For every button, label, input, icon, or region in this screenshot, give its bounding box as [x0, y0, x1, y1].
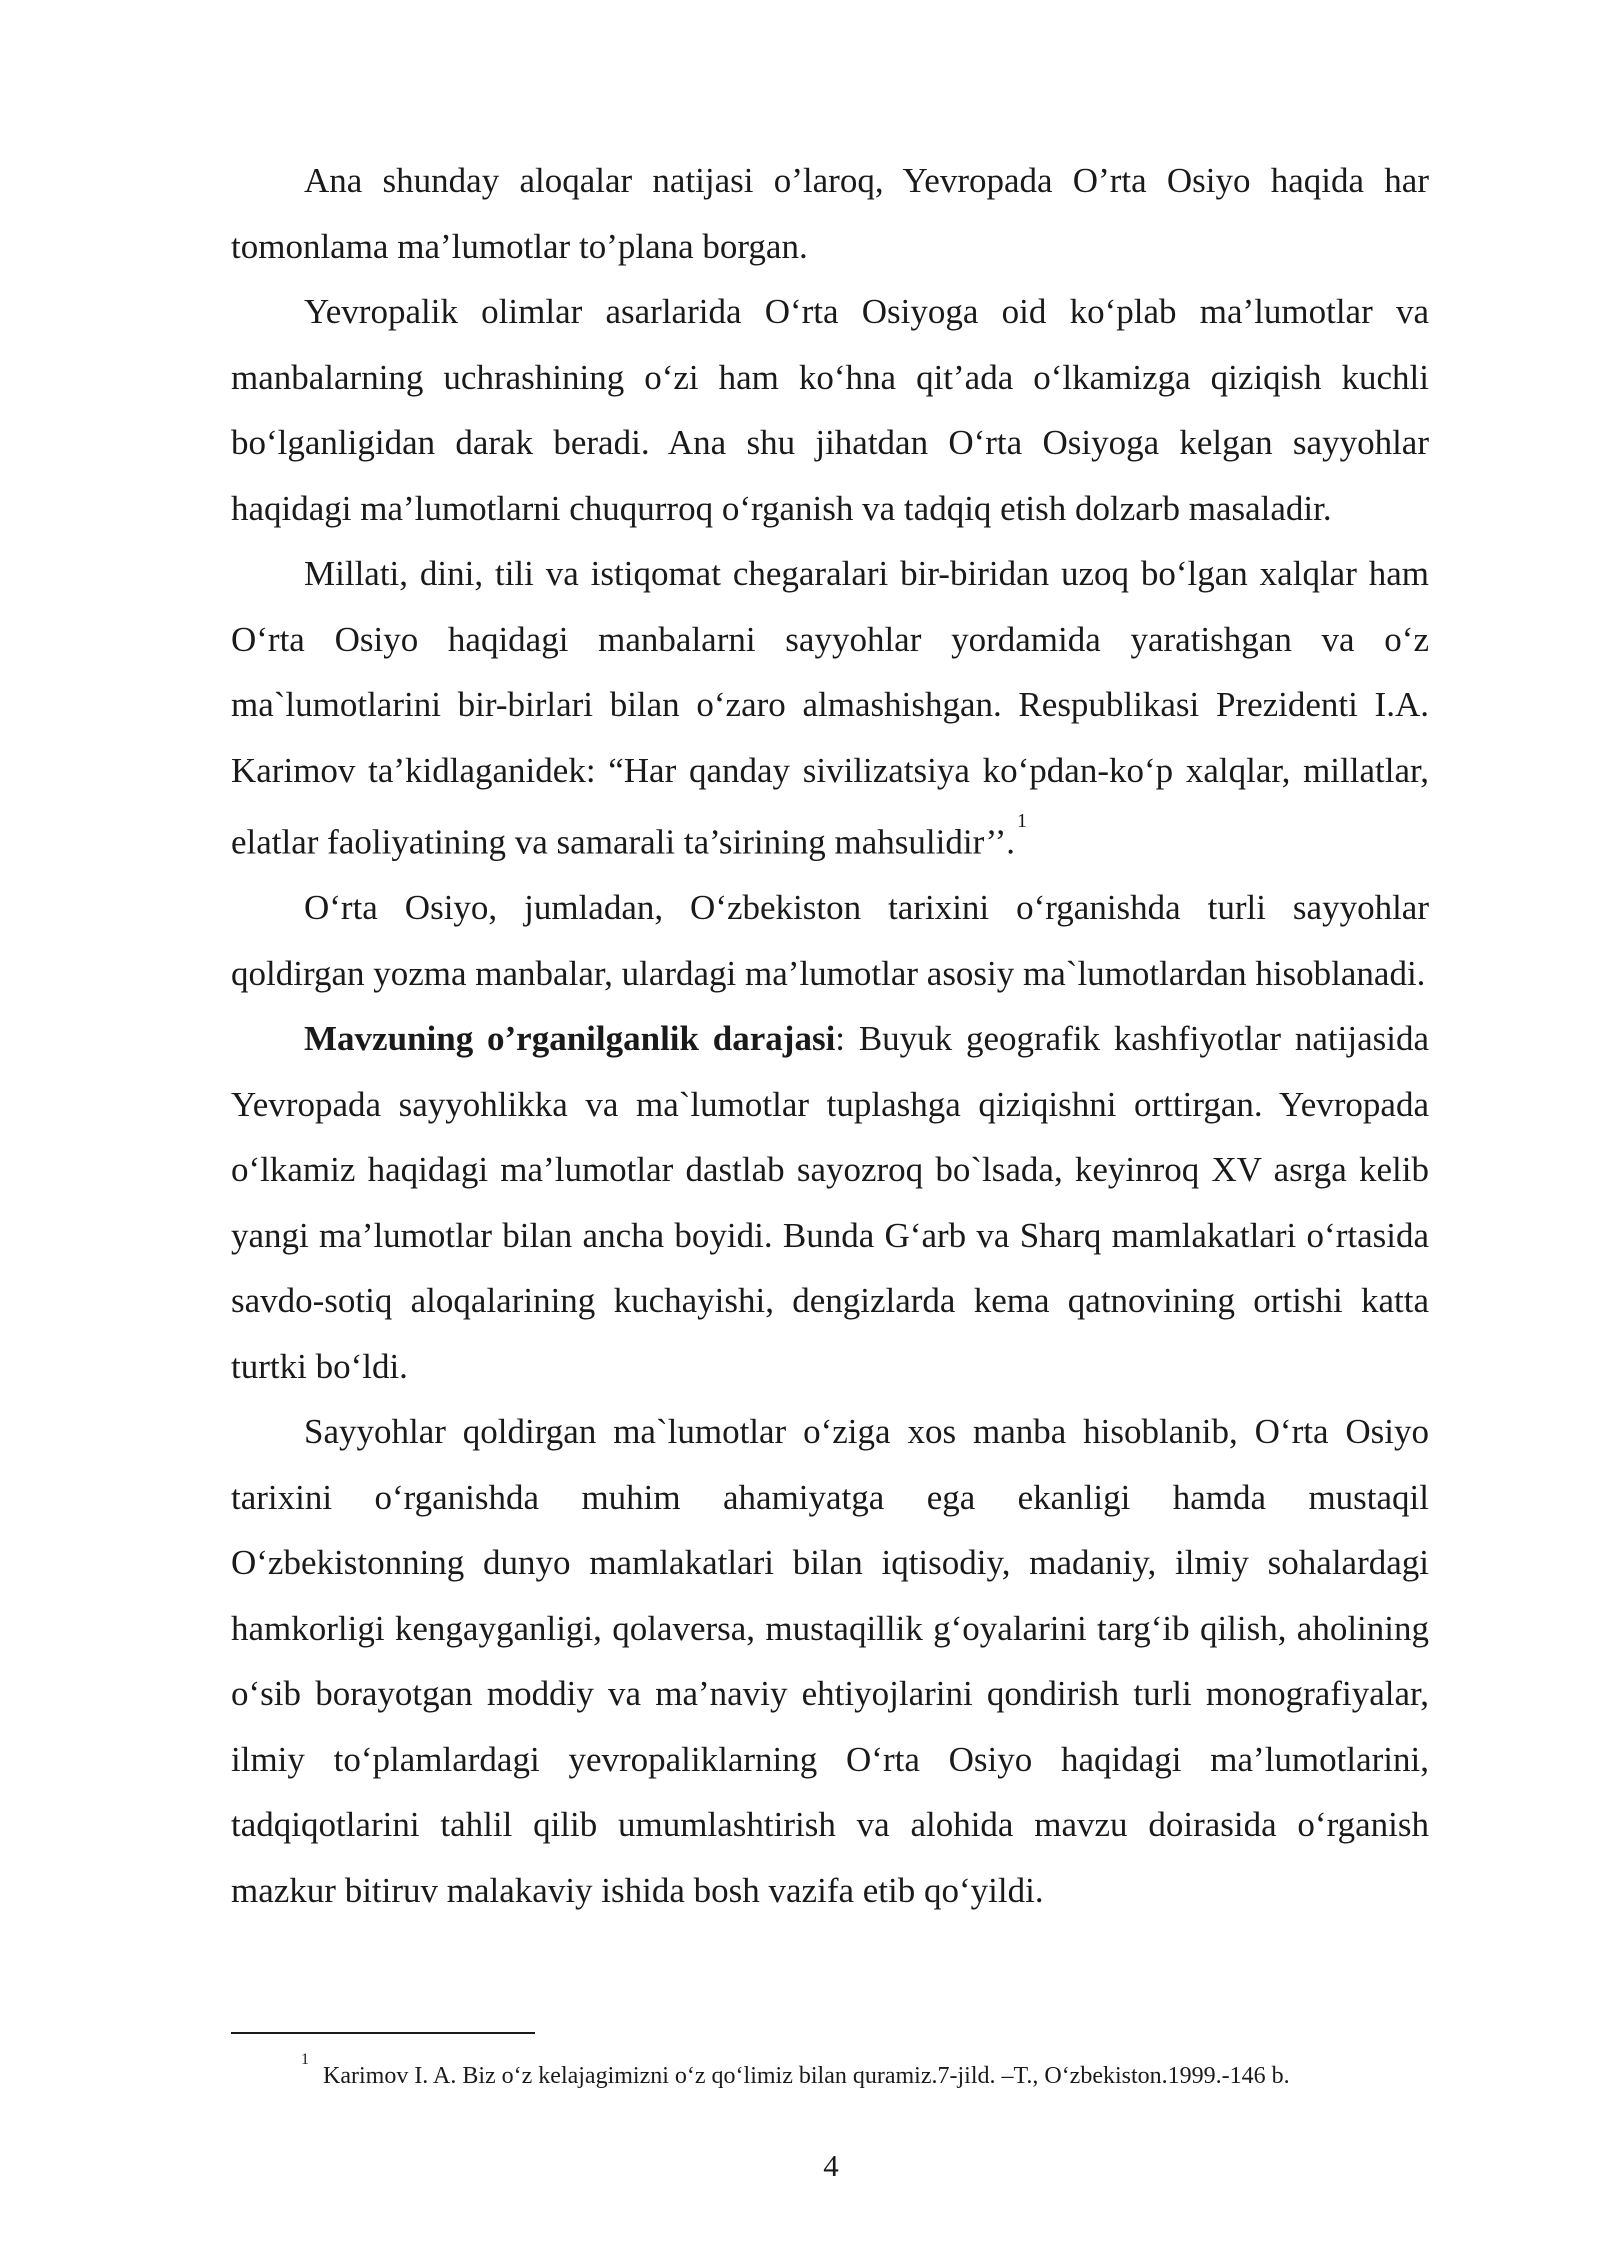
footnote-entry: [231, 2046, 1329, 2100]
paragraph-text: Ana shunday aloqalar natijasi o’laroq, Yevropada O’rta Osiyo haqida har tomonlama ma’lumotlar to’plana borgan.: [231, 161, 1429, 266]
paragraph-text: Yevropalik olimlar asarlarida O‘rta Osiyoga oid ko‘plab ma’lumotlar va manbalarning uchrashining o‘zi ham ko‘hna qit’ada o‘lkamizga qiziqish kuchli bo‘lganligidan darak beradi. Ana shu jihatdan O‘rta Osiyoga kelgan sayyohlar haqidagi ma’lumotlarni chuqurroq o‘rganish va tadqiq etish dolzarb masaladir.: [231, 292, 1429, 528]
body-text: [231, 148, 1429, 1923]
page-number: 4: [823, 2148, 839, 2183]
paragraph-text: : Buyuk geografik kashfiyotlar natijasida Yevropada sayyohlikka va ma`lumotlar tuplashga qiziqishni orttirgan. Yevropada o‘lkamiz haqidagi ma’lumotlar dastlab sayozroq bo`lsada, keyinroq XV asrga kelib yangi ma’lumotlar bilan ancha boyidi. Bunda G‘arb va Sharq mamlakatlari o‘rtasida savdo-sotiq aloqalarining kuchayishi, dengizlarda kema qatnovining ortishi katta turtki bo‘ldi.: [231, 1019, 1430, 1386]
footnote: [231, 2046, 1329, 2100]
paragraph-1: [231, 148, 1429, 279]
paragraph-text: O‘rta Osiyo, jumladan, O‘zbekiston tarixini o‘rganishda turli sayyohlar qoldirgan yozma manbalar, ulardagi ma’lumotlar asosiy ma`lumotlardan hisoblanadi.: [231, 888, 1429, 993]
paragraph-text: Sayyohlar qoldirgan ma`lumotlar o‘ziga xos manba hisoblanib, O‘rta Osiyo tarixini o‘rganishda muhim ahamiyatga ega ekanligi hamda mustaqil O‘zbekistonning dunyo mamlakatlari bilan iqtisodiy, madaniy, ilmiy sohalardagi hamkorligi kengayganligi, qolaversa, mustaqillik g‘oyalarini targ‘ib qilish, aholining o‘sib borayotgan moddiy va ma’naviy ehtiyojlarini qondirish turli monografiyalar, ilmiy to‘plamlardagi yevropaliklarning O‘rta Osiyo haqidagi ma’lumotlarini, tadqiqotlarini tahlil qilib umumlashtirish va alohida mavzu doirasida o‘rganish mazkur bitiruv malakaviy ishida bosh vazifa etib qo‘yildi.: [231, 1412, 1429, 1910]
paragraph-2: [231, 279, 1429, 541]
paragraph-3: [231, 541, 1429, 875]
footnote-separator: [231, 2032, 535, 2034]
footnote-text: Karimov I. A. Biz o‘z kelajagimizni o‘z qo‘limiz bilan quramiz.7-jild. –T., O‘zbekiston.1999.-146 b.: [323, 2063, 1290, 2089]
paragraph-5: [231, 1006, 1429, 1399]
paragraph-6: [231, 1399, 1429, 1923]
footnote-number: 1: [301, 2051, 309, 2068]
footnote-reference[interactable]: 1: [1017, 810, 1028, 832]
paragraph-4: [231, 875, 1429, 1006]
section-heading-inline: Mavzuning o’rganilganlik darajasi: [304, 1019, 836, 1059]
paragraph-text: Millati, dini, tili va istiqomat chegaralari bir-biridan uzoq bo‘lgan xalqlar ham O‘rta Osiyo haqidagi manbalarni sayyohlar yordamida yaratishgan va o‘z ma`lumotlarini bir-birlari bilan o‘zaro almashishgan. Respublikasi Prezidenti I.A. Karimov ta’kidlaganidek: “Har qanday sivilizatsiya ko‘pdan-ko‘p xalqlar, millatlar, elatlar faoliyatining va samarali ta’sirining mahsulidir’’.: [231, 554, 1429, 862]
